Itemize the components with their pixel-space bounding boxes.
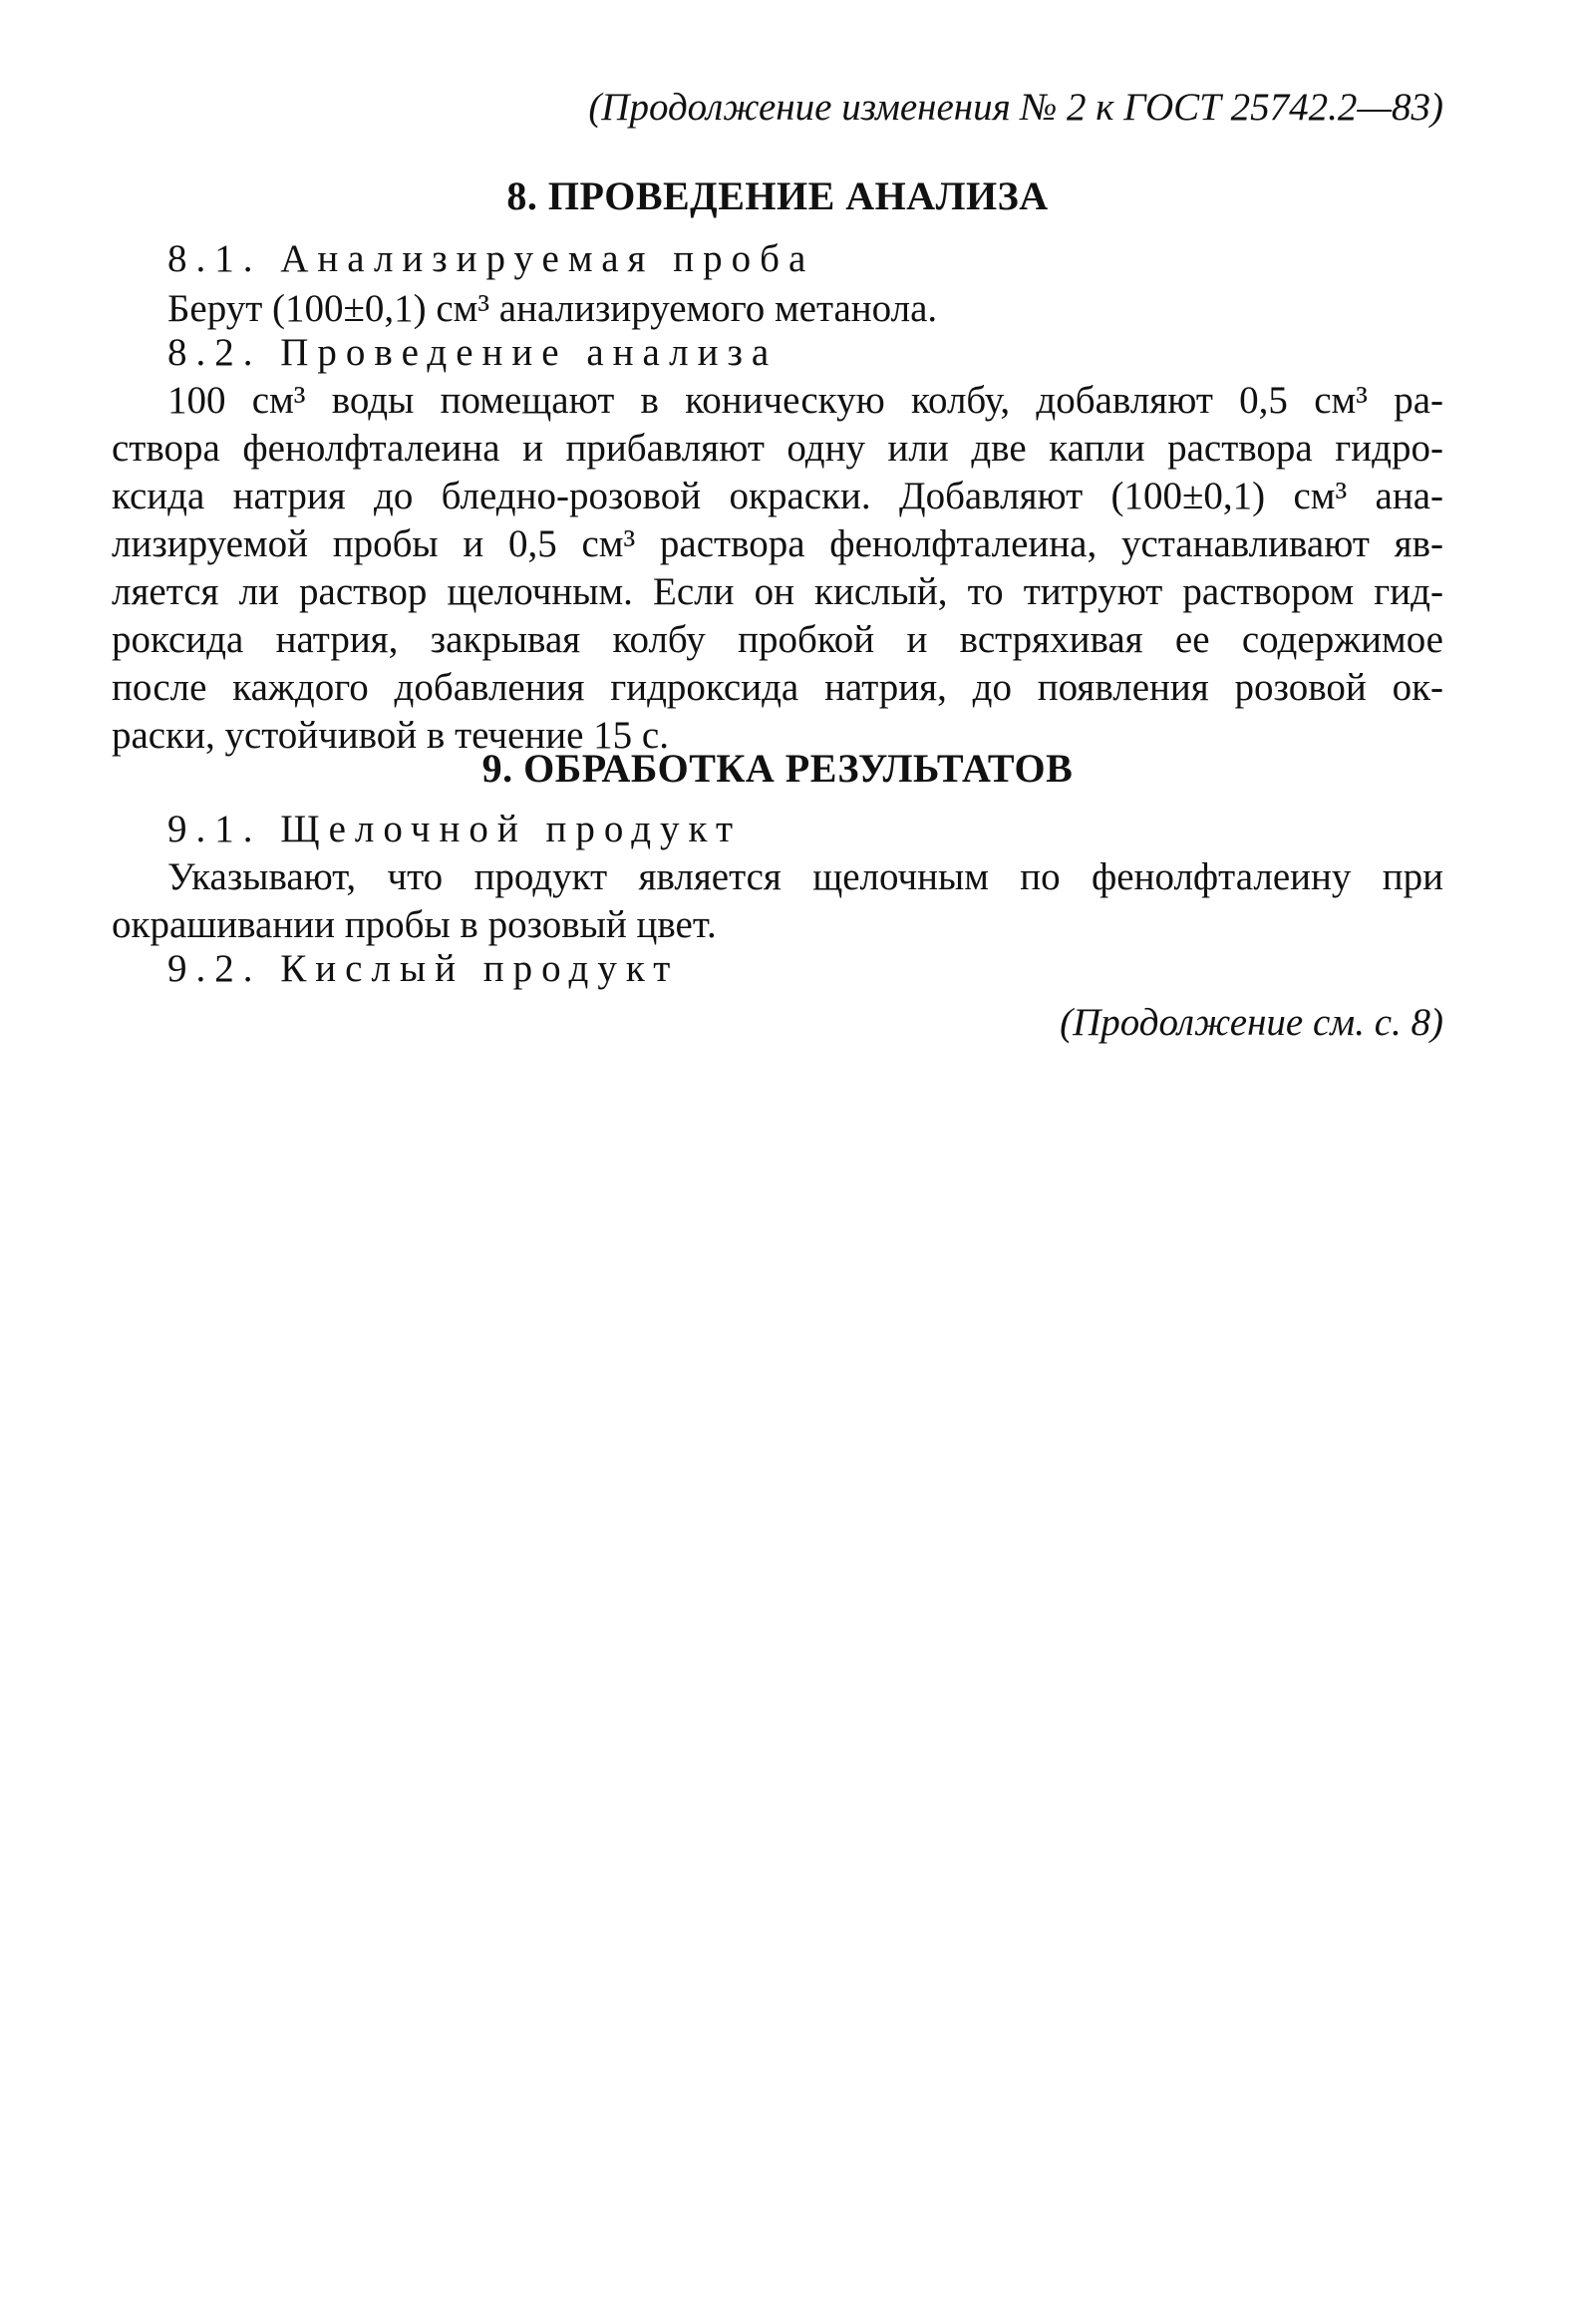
paragraph-line: окрашивании пробы в розовый цвет.	[112, 903, 717, 946]
paragraph-line: роксида натрия, закрывая колбу пробкой и встряхивая ее содержимое	[112, 618, 1443, 661]
paragraph-line: лизируемой пробы и 0,5 см³ раствора фенолфталеина, устанавливают яв-	[112, 522, 1443, 565]
running-head: (Продолжение изменения № 2 к ГОСТ 25742.2—83)	[588, 86, 1443, 129]
paragraph-line: ляется ли раствор щелочным. Если он кислый, то титруют раствором гид-	[112, 570, 1443, 613]
subsection-8-1-text: Берут (100±0,1) см³ анализируемого метанола.	[167, 287, 938, 330]
subsection-8-2-heading: 8.2. Проведение анализа	[167, 331, 779, 374]
paragraph-line: 100 см³ воды помещают в коническую колбу, добавляют 0,5 см³ ра-	[167, 379, 1443, 422]
paragraph-line: створа фенолфталеина и прибавляют одну или две капли раствора гидро-	[112, 427, 1443, 470]
subsection-8-1-heading: 8.1. Анализируемая проба	[167, 237, 815, 280]
subsection-9-1-paragraph	[112, 853, 1443, 949]
paragraph-line: Указывают, что продукт является щелочным по фенолфталеину при	[167, 855, 1443, 898]
subsection-8-2-paragraph	[112, 377, 1443, 760]
paragraph-line: раски, устойчивой в течение 15 с.	[112, 714, 669, 757]
continued-note: (Продолжение см. с. 8)	[1060, 1001, 1443, 1044]
paragraph-line: после каждого добавления гидроксида натрия, до появления розовой ок-	[112, 666, 1443, 709]
paragraph-line: ксида натрия до бледно-розовой окраски. Добавляют (100±0,1) см³ ана-	[112, 475, 1443, 517]
subsection-9-2-heading: 9.2. Кислый продукт	[167, 947, 680, 990]
section-8-title: 8. ПРОВЕДЕНИЕ АНАЛИЗА	[506, 173, 1049, 218]
section-9-title: 9. ОБРАБОТКА РЕЗУЛЬТАТОВ	[481, 746, 1074, 791]
subsection-9-1-heading: 9.1. Щелочной продукт	[167, 808, 743, 850]
